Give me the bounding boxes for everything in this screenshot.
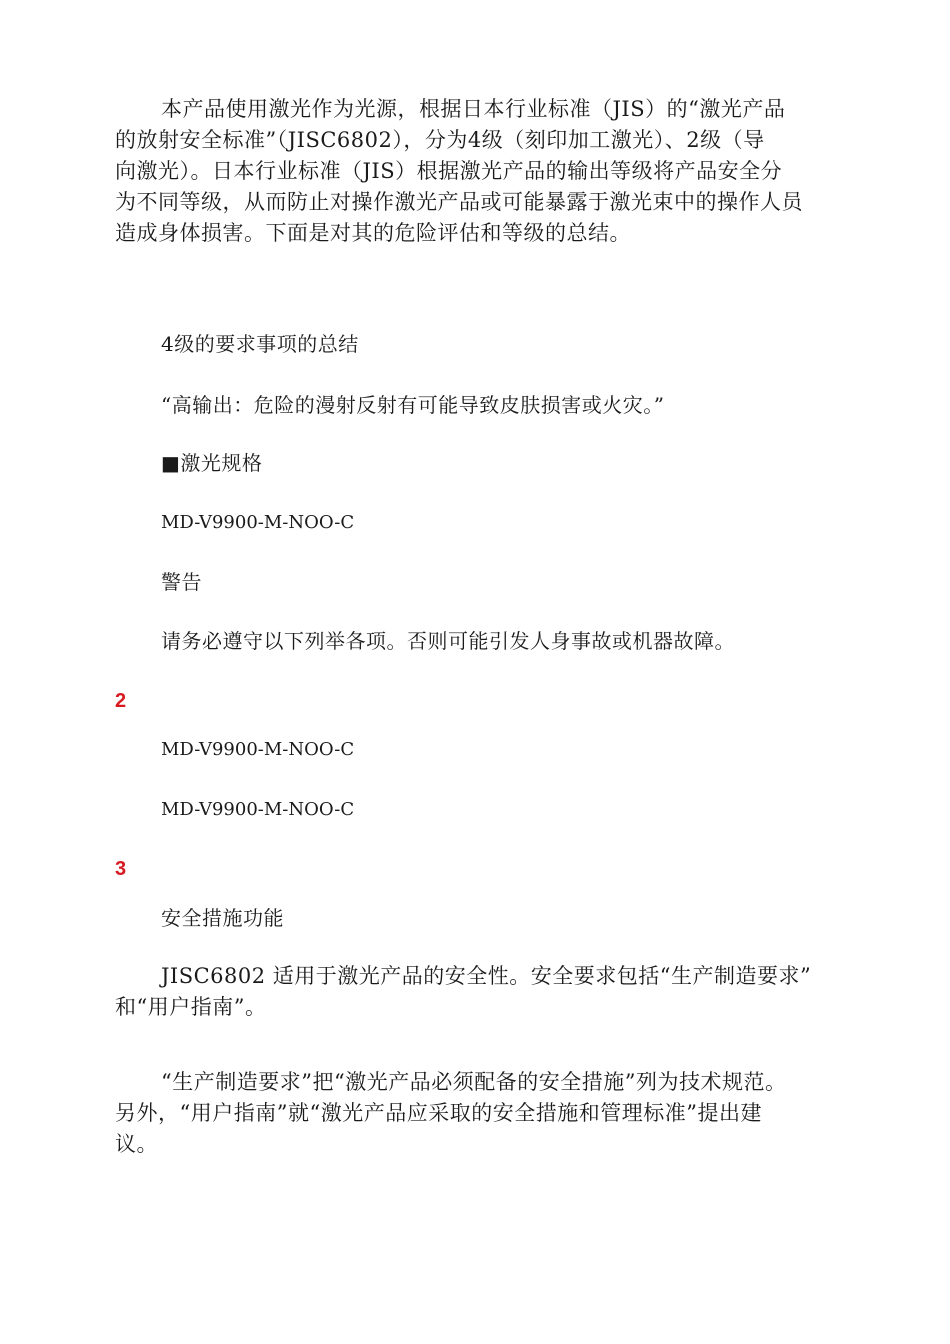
intro-line: 为不同等级，从而防止对操作激光产品或可能暴露于激光束中的操作人员 (115, 190, 803, 214)
manufacturing-paragraph (115, 1067, 835, 1160)
jis-paragraph (115, 961, 835, 1023)
jis-line: JISC6802 适用于激光产品的安全性。安全要求包括“生产制造要求” (161, 964, 812, 988)
section-number-3: 3 (115, 858, 127, 880)
manufacturing-line: “生产制造要求”把“激光产品必须配备的安全措施”列为技术规范。 (161, 1070, 787, 1094)
intro-paragraph (115, 94, 835, 249)
intro-line: 的放射安全标准”（JISC6802），分为4级（刻印加工激光）、2级（导 (115, 128, 765, 152)
warning-heading: 警告 (161, 570, 202, 594)
section-number-2: 2 (115, 690, 127, 712)
jis-line: 和“用户指南”。 (115, 995, 267, 1019)
manufacturing-line: 议。 (115, 1132, 158, 1156)
spec-heading: ■激光规格 (161, 451, 263, 475)
model-number: MD-V9900-M-NOO-C (161, 739, 355, 760)
class4-quote: “高输出：危险的漫射反射有可能导致皮肤损害或火灾。” (161, 393, 665, 417)
warning-text: 请务必遵守以下列举各项。否则可能引发人身事故或机器故障。 (161, 629, 735, 653)
model-number: MD-V9900-M-NOO-C (161, 512, 355, 533)
safety-heading: 安全措施功能 (161, 906, 284, 930)
manufacturing-line: 另外，“用户指南”就“激光产品应采取的安全措施和管理标准”提出建 (115, 1101, 762, 1125)
intro-line: 本产品使用激光作为光源，根据日本行业标准（JIS）的“激光产品 (161, 97, 786, 121)
model-number: MD-V9900-M-NOO-C (161, 799, 355, 820)
intro-line: 造成身体损害。下面是对其的危险评估和等级的总结。 (115, 221, 631, 245)
intro-line: 向激光）。日本行业标准（JIS）根据激光产品的输出等级将产品安全分 (115, 159, 783, 183)
class4-heading: 4级的要求事项的总结 (161, 332, 359, 356)
